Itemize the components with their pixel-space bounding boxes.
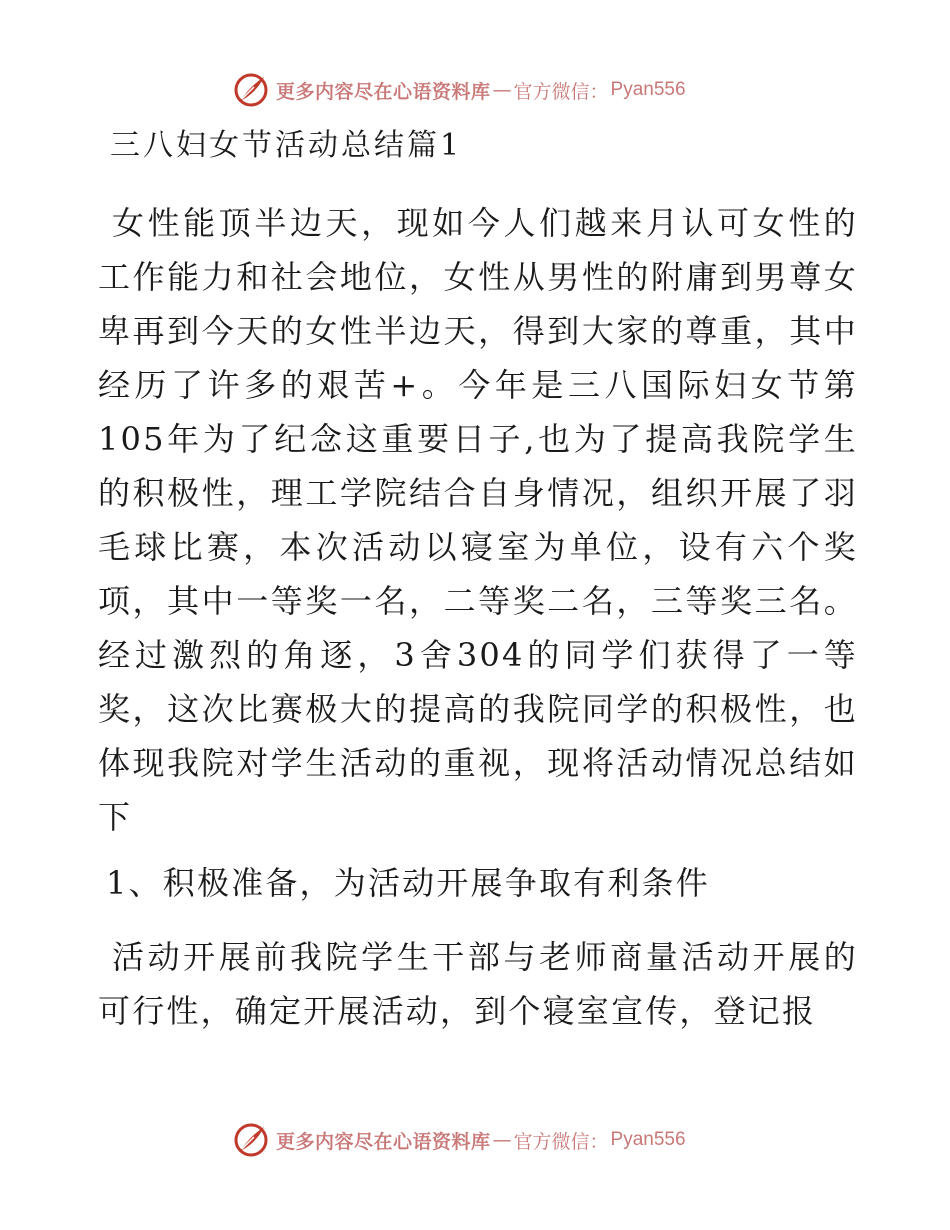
banner-site-name: 更多内容尽在心语资料库: [276, 80, 491, 103]
banner-site-name: 更多内容尽在心语资料库: [276, 1130, 491, 1153]
header-banner: [232, 70, 752, 110]
section-heading: 1、积极准备，为活动开展争取有利条件: [106, 864, 710, 902]
quill-pen-icon: [232, 71, 270, 109]
paragraph-intro: 女性能顶半边天，现如今人们越来月认可女性的工作能力和社会地位，女性从男性的附庸到男尊女卑再到今天的女性半边天，得到大家的尊重，其中经历了许多的艰苦+。今年是三八国际妇女节第105年为了纪念这重要日子,也为了提高我院学生的积极性，理工学院结合自身情况，组织开展了羽毛球比赛，本次活动以寝室为单位，设有六个奖项，其中一等奖一名，二等奖二名，三等奖三名。经过激烈的角逐，3舍304的同学们获得了一等奖，这次比赛极大的提高的我院同学的积极性，也体现我院对学生活动的重视，现将活动情况总结如下: [98, 204, 858, 836]
document-title: 三八妇女节活动总结篇1: [110, 128, 463, 163]
banner-wechat-label: 官方微信：: [513, 1130, 609, 1153]
quill-pen-icon: [232, 1121, 270, 1159]
document-body: [98, 122, 858, 1038]
footer-banner: [232, 1120, 752, 1160]
banner-wechat-label: 官方微信：: [513, 80, 609, 103]
paragraph-preparation: 活动开展前我院学生干部与老师商量活动开展的可行性，确定开展活动，到个寝室宣传，登记报: [98, 938, 858, 1030]
banner-wechat-account: Pyan556: [610, 1129, 686, 1150]
banner-separator: —: [492, 1129, 512, 1151]
banner-separator: —: [492, 79, 512, 101]
banner-wechat-account: Pyan556: [610, 79, 686, 100]
